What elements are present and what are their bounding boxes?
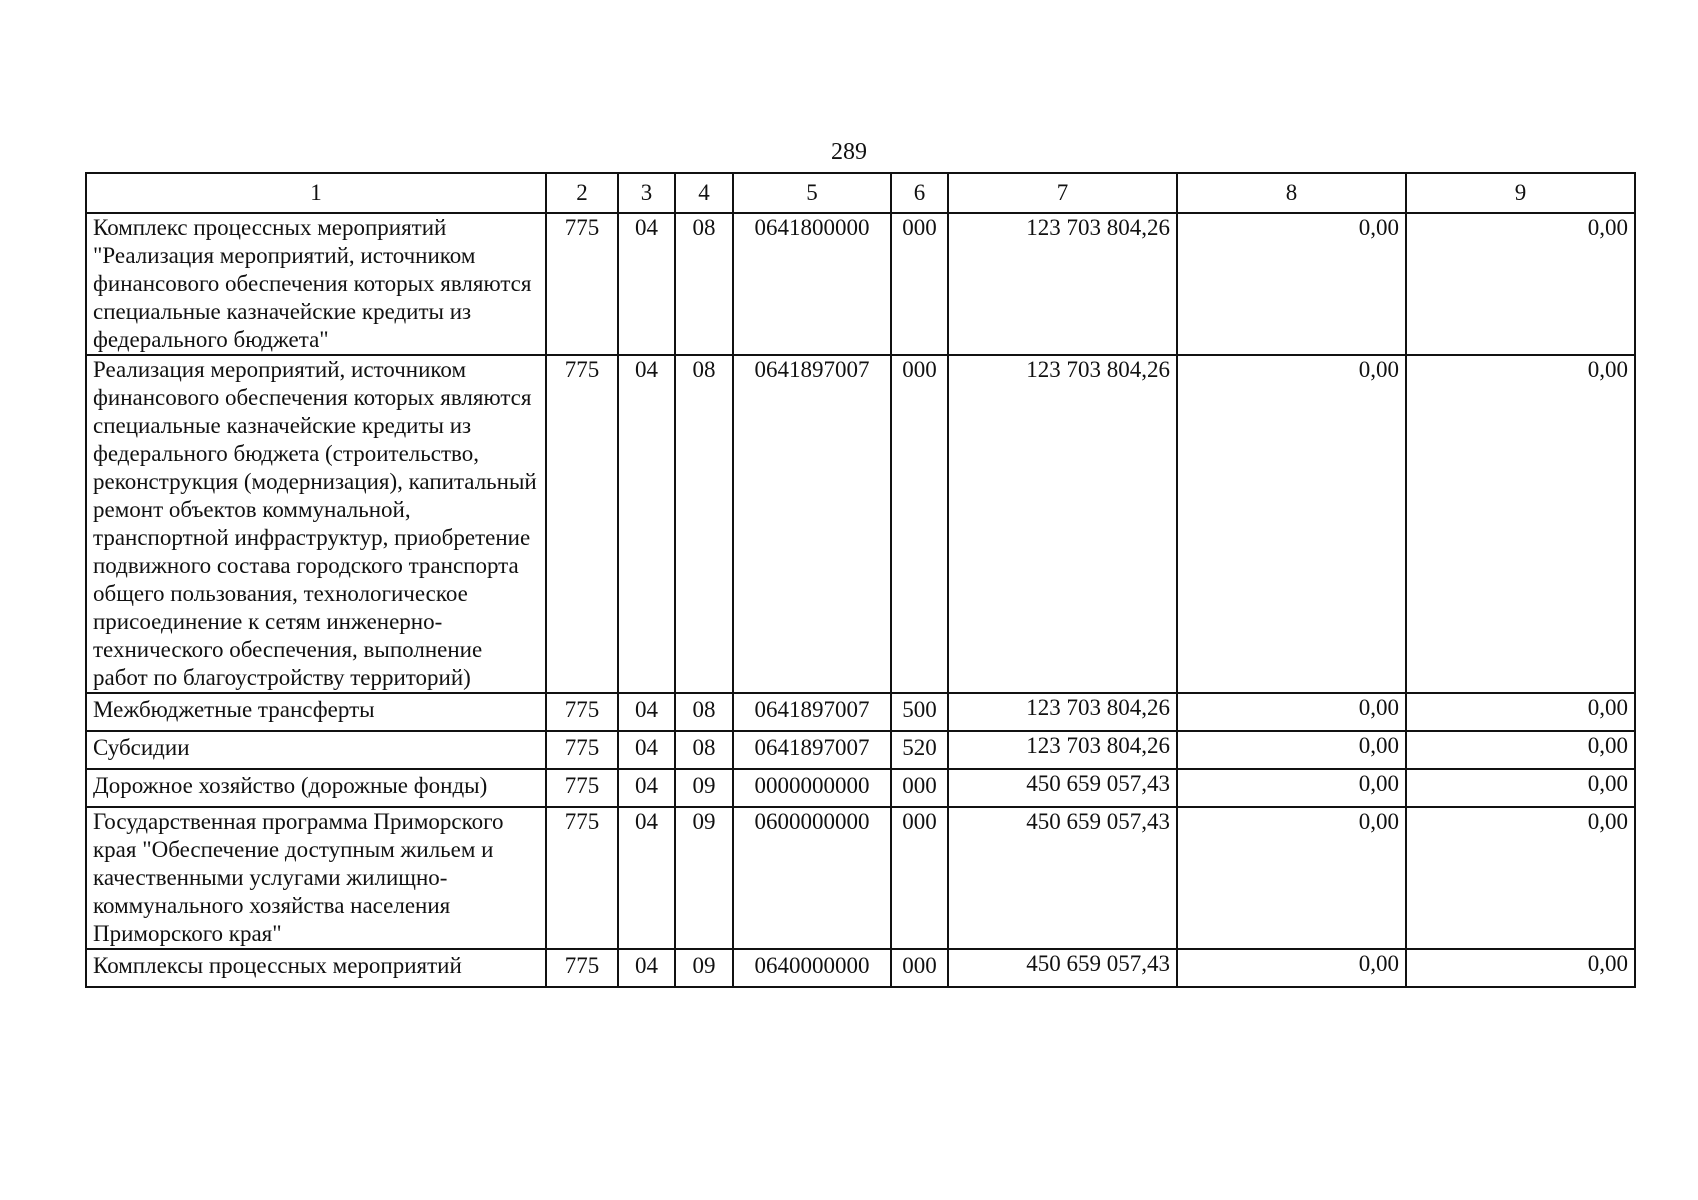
row-code-5: 0641897007: [733, 355, 891, 693]
table-row: [86, 949, 1635, 987]
row-amount-9: 0,00: [1406, 213, 1635, 355]
row-name: Межбюджетные трансферты: [86, 693, 546, 731]
row-code-4: 08: [675, 355, 733, 693]
row-amount-9: 0,00: [1406, 693, 1635, 731]
row-code-6: 500: [891, 693, 948, 731]
budget-table: [85, 172, 1636, 988]
row-code-2: 775: [546, 731, 618, 769]
row-amount-7: 450 659 057,43: [948, 807, 1177, 949]
row-code-6: 520: [891, 731, 948, 769]
row-code-5: 0641800000: [733, 213, 891, 355]
row-amount-8: 0,00: [1177, 693, 1406, 731]
row-amount-7: 450 659 057,43: [948, 949, 1177, 987]
row-amount-7: 123 703 804,26: [948, 693, 1177, 731]
row-code-3: 04: [618, 949, 675, 987]
row-name: Государственная программа Приморского края "Обеспечение доступным жильем и качественными услугами жилищно-коммунального хозяйства населения Приморского края": [86, 807, 546, 949]
column-header-4: 4: [675, 173, 733, 213]
row-name: Реализация мероприятий, источником финансового обеспечения которых являются специальные казначейские кредиты из федерального бюджета (строительство, реконструкция (модернизация), капитальный ремонт объектов коммунальной, транспортной инфраструктур, приобретение подвижного состава городского транспорта общего пользования, технологическое присоединение к сетям инженерно-технического обеспечения, выполнение работ по благоустройству территорий): [86, 355, 546, 693]
row-amount-7: 450 659 057,43: [948, 769, 1177, 807]
column-header-1: 1: [86, 173, 546, 213]
row-amount-9: 0,00: [1406, 949, 1635, 987]
row-code-6: 000: [891, 807, 948, 949]
column-header-8: 8: [1177, 173, 1406, 213]
table-row: [86, 355, 1635, 693]
row-amount-8: 0,00: [1177, 807, 1406, 949]
row-name: Комплекс процессных мероприятий "Реализация мероприятий, источником финансового обеспечения которых являются специальные казначейские кредиты из федерального бюджета": [86, 213, 546, 355]
column-header-5: 5: [733, 173, 891, 213]
column-header-7: 7: [948, 173, 1177, 213]
row-amount-8: 0,00: [1177, 949, 1406, 987]
column-header-2: 2: [546, 173, 618, 213]
row-code-2: 775: [546, 769, 618, 807]
row-amount-7: 123 703 804,26: [948, 213, 1177, 355]
row-code-6: 000: [891, 355, 948, 693]
row-code-5: 0000000000: [733, 769, 891, 807]
row-code-6: 000: [891, 949, 948, 987]
row-name: Субсидии: [86, 731, 546, 769]
table-row: [86, 807, 1635, 949]
row-code-3: 04: [618, 355, 675, 693]
row-amount-8: 0,00: [1177, 213, 1406, 355]
row-code-5: 0641897007: [733, 731, 891, 769]
row-code-4: 09: [675, 769, 733, 807]
table-row: [86, 731, 1635, 769]
row-code-4: 08: [675, 693, 733, 731]
row-amount-7: 123 703 804,26: [948, 355, 1177, 693]
row-code-3: 04: [618, 693, 675, 731]
row-code-4: 09: [675, 949, 733, 987]
row-code-6: 000: [891, 213, 948, 355]
table-row: [86, 213, 1635, 355]
page-number: 289: [831, 139, 867, 165]
row-amount-9: 0,00: [1406, 355, 1635, 693]
row-amount-9: 0,00: [1406, 769, 1635, 807]
row-amount-7: 123 703 804,26: [948, 731, 1177, 769]
row-code-2: 775: [546, 693, 618, 731]
column-header-3: 3: [618, 173, 675, 213]
row-amount-8: 0,00: [1177, 731, 1406, 769]
row-name: Дорожное хозяйство (дорожные фонды): [86, 769, 546, 807]
row-amount-8: 0,00: [1177, 355, 1406, 693]
row-code-4: 08: [675, 213, 733, 355]
row-code-2: 775: [546, 949, 618, 987]
row-code-5: 0641897007: [733, 693, 891, 731]
row-code-2: 775: [546, 807, 618, 949]
table-row: [86, 769, 1635, 807]
row-code-5: 0600000000: [733, 807, 891, 949]
row-name: Комплексы процессных мероприятий: [86, 949, 546, 987]
row-code-6: 000: [891, 769, 948, 807]
row-amount-9: 0,00: [1406, 731, 1635, 769]
row-code-2: 775: [546, 213, 618, 355]
row-code-5: 0640000000: [733, 949, 891, 987]
row-code-4: 09: [675, 807, 733, 949]
row-amount-8: 0,00: [1177, 769, 1406, 807]
header-row: [86, 173, 1635, 213]
row-code-4: 08: [675, 731, 733, 769]
table-row: [86, 693, 1635, 731]
row-code-2: 775: [546, 355, 618, 693]
row-code-3: 04: [618, 731, 675, 769]
row-code-3: 04: [618, 807, 675, 949]
column-header-6: 6: [891, 173, 948, 213]
row-amount-9: 0,00: [1406, 807, 1635, 949]
column-header-9: 9: [1406, 173, 1635, 213]
row-code-3: 04: [618, 769, 675, 807]
row-code-3: 04: [618, 213, 675, 355]
